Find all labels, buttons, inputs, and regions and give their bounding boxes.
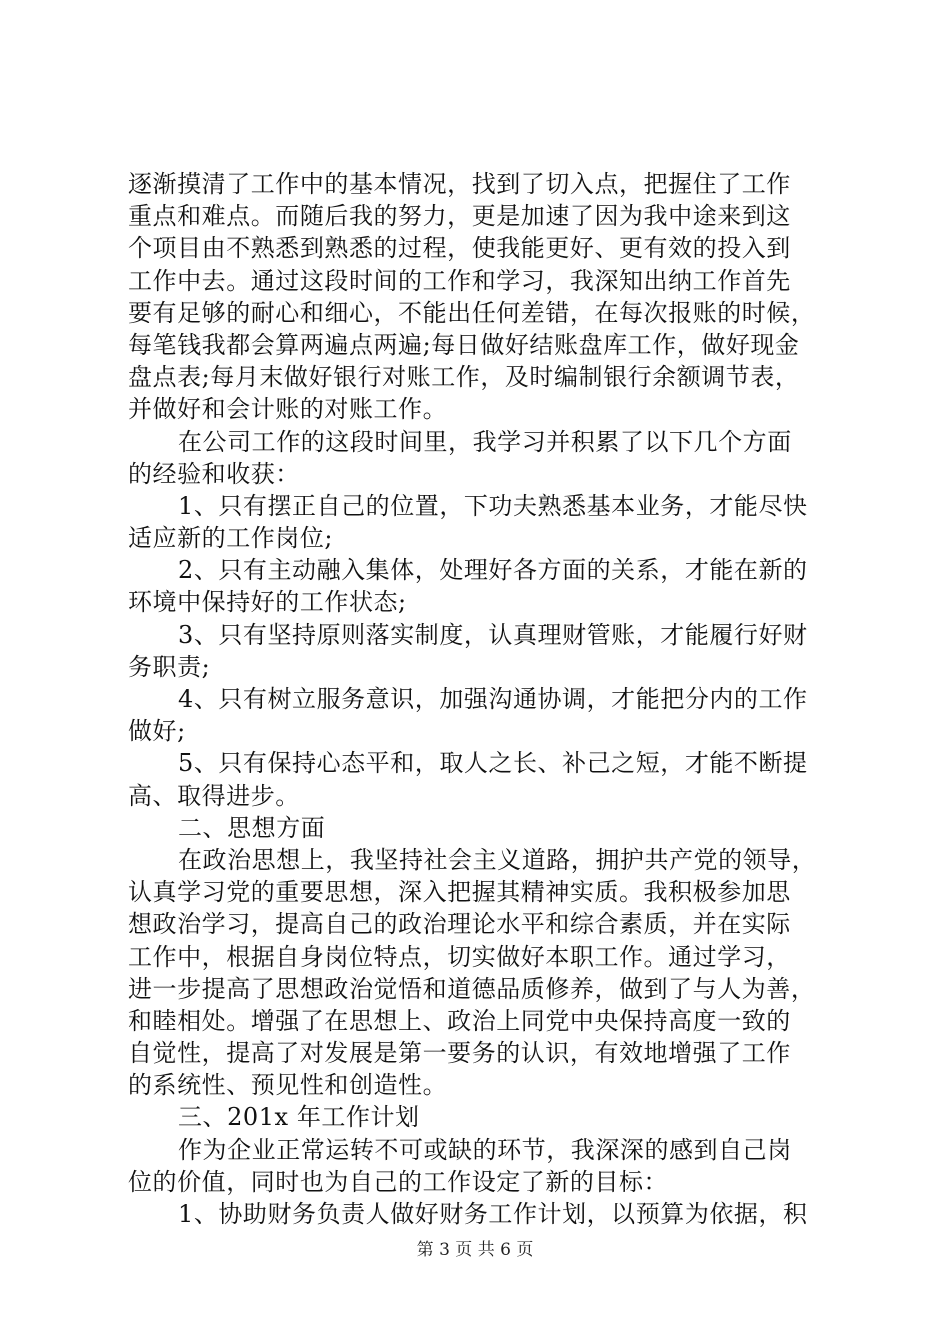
text-line: 的经验和收获：: [128, 459, 300, 488]
page-footer: 第 3 页 共 6 页: [416, 1240, 534, 1260]
text-line: 3、只有坚持原则落实制度，认真理财管账，才能履行好财: [178, 620, 808, 649]
text-line: 想政治学习，提高自己的政治理论水平和综合素质，并在实际: [128, 910, 791, 939]
text-line: 1、协助财务负责人做好财务工作计划，以预算为依据，积: [178, 1200, 808, 1228]
text-line: 在公司工作的这段时间里，我学习并积累了以下几个方面: [178, 427, 792, 456]
text-line: 4、只有树立服务意识，加强沟通协调，才能把分内的工作: [178, 685, 808, 713]
text-line: 盘点表;每月末做好银行对账工作，及时编制银行余额调节表，: [128, 363, 800, 392]
text-line: 和睦相处。增强了在思想上、政治上同党中央保持高度一致的: [128, 1006, 791, 1035]
text-line: 作为企业正常运转不可或缺的环节，我深深的感到自己岗: [178, 1135, 792, 1164]
text-line: 认真学习党的重要思想，深入把握其精神实质。我积极参加思: [128, 878, 791, 907]
text-line: 重点和难点。而随后我的努力，更是加速了因为我中途来到这: [128, 202, 791, 231]
text-line: 逐渐摸清了工作中的基本情况，找到了切入点，把握住了工作: [128, 170, 791, 198]
text-line: 自觉性，提高了对发展是第一要务的认识，有效地增强了工作: [128, 1039, 791, 1068]
text-line: 5、只有保持心态平和，取人之长、补己之短，才能不断提: [178, 749, 808, 778]
text-line: 环境中保持好的工作状态;: [128, 588, 407, 617]
text-line: 每笔钱我都会算两遍点两遍;每日做好结账盘库工作，做好现金: [128, 330, 800, 359]
text-line: 务职责;: [128, 652, 211, 681]
text-line: 的系统性、预见性和创造性。: [128, 1071, 448, 1100]
text-line: 2、只有主动融入集体，处理好各方面的关系，才能在新的: [178, 556, 808, 585]
document-body: [128, 168, 840, 1230]
text-line: 做好;: [128, 717, 186, 746]
text-line: 适应新的工作岗位;: [128, 524, 334, 553]
text-line: 位的价值，同时也为自己的工作设定了新的目标：: [128, 1167, 669, 1196]
text-line: 工作中，根据自身岗位特点，切实做好本职工作。通过学习，: [128, 942, 791, 971]
text-line: 工作中去。通过这段时间的工作和学习，我深知出纳工作首先: [128, 266, 791, 295]
text-line: 1、只有摆正自己的位置，下功夫熟悉基本业务，才能尽快: [178, 491, 808, 520]
text-line: 进一步提高了思想政治觉悟和道德品质修养，做到了与人为善，: [128, 974, 816, 1003]
text-line: 高、取得进步。: [128, 781, 300, 810]
text-line: 要有足够的耐心和细心，不能出任何差错，在每次报账的时候，: [128, 298, 816, 327]
text-line: 三、201x 年工作计划: [178, 1103, 420, 1132]
text-line: 在政治思想上，我坚持社会主义道路，拥护共产党的领导，: [178, 845, 817, 874]
text-line: 并做好和会计账的对账工作。: [128, 395, 448, 424]
text-line: 个项目由不熟悉到熟悉的过程，使我能更好、更有效的投入到: [128, 234, 791, 263]
text-line: 二、思想方面: [178, 813, 326, 842]
